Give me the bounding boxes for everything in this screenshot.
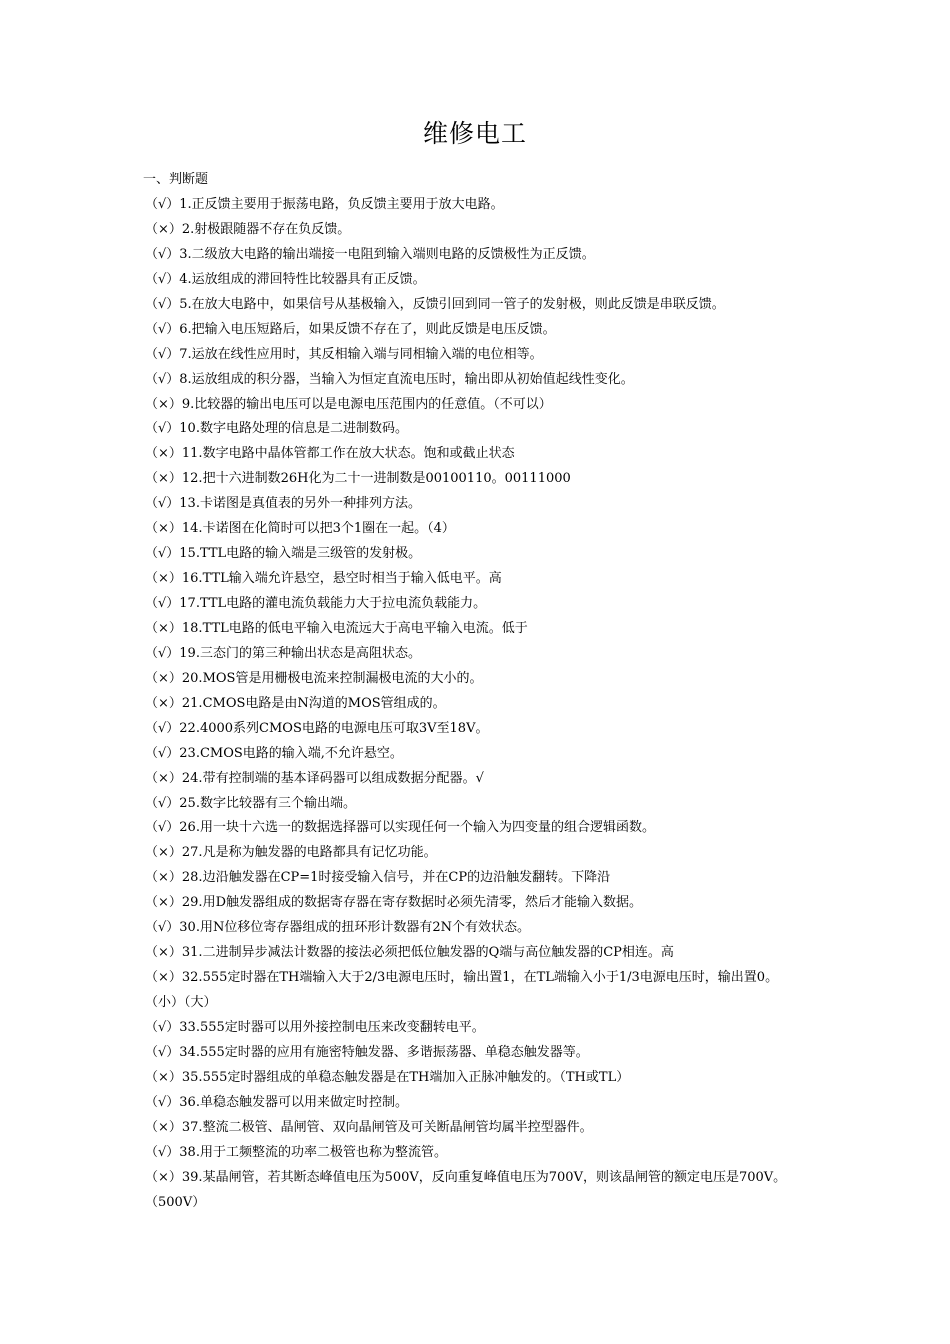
- question-item-29: （×）29.用D触发器组成的数据寄存器在寄存数据时必须先清零，然后才能输入数据。: [145, 895, 642, 911]
- question-item-22: （√）22.4000系列CMOS电路的电源电压可取3V至18V。: [145, 720, 489, 736]
- question-item-34: （√）34.555定时器的应用有施密特触发器、多谐振荡器、单稳态触发器等。: [145, 1044, 589, 1060]
- section-heading: 一、判断题: [143, 172, 209, 187]
- question-item-23: （√）23.CMOS电路的输入端,不允许悬空。: [145, 745, 403, 761]
- question-item-5: （√）5.在放大电路中，如果信号从基极输入，反馈引回到同一管子的发射极，则此反馈是串联反馈。: [145, 296, 725, 312]
- question-item-35: （×）35.555定时器组成的单稳态触发器是在TH端加入正脉冲触发的。（TH或TL）: [145, 1069, 630, 1085]
- document-title: 维修电工: [422, 119, 527, 148]
- question-item-38: （√）38.用于工频整流的功率二极管也称为整流管。: [145, 1144, 447, 1160]
- question-item-1: （√）1.正反馈主要用于振荡电路，负反馈主要用于放大电路。: [145, 197, 504, 212]
- question-item-8: （√）8.运放组成的积分器，当输入为恒定直流电压时，输出即从初始值起线性变化。: [145, 371, 634, 387]
- question-item-36: （√）36.单稳态触发器可以用来做定时控制。: [145, 1094, 408, 1110]
- question-item-13: （√）13.卡诺图是真值表的另外一种排列方法。: [145, 496, 421, 512]
- question-item-30: （√）30.用N位移位寄存器组成的扭环形计数器有2N个有效状态。: [145, 920, 530, 936]
- question-item-2: （×）2.射极跟随器不存在负反馈。: [145, 221, 351, 237]
- question-item-31: （×）31.二进制异步减法计数器的接法必须把低位触发器的Q端与高位触发器的CP相连。高: [145, 945, 674, 961]
- question-item-10: （√）10.数字电路处理的信息是二进制数码。: [145, 421, 408, 437]
- question-item-19: （√）19.三态门的第三种输出状态是高阻状态。: [145, 645, 421, 661]
- question-item-32-line1: （×）32.555定时器在TH端输入大于2/3电源电压时，输出置1，在TL端输入小于1/3电源电压时，输出置0。: [145, 970, 779, 986]
- question-item-33: （√）33.555定时器可以用外接控制电压来改变翻转电平。: [145, 1020, 485, 1035]
- question-item-9: （×）9.比较器的输出电压可以是电源电压范围内的任意值。（不可以）: [145, 396, 552, 412]
- question-item-14: （×）14.卡诺图在化简时可以把3个1圈在一起。（4）: [145, 521, 455, 537]
- question-item-32: [145, 968, 815, 1013]
- question-item-39-line2: （500V）: [145, 1194, 206, 1210]
- question-item-20: （×）20.MOS管是用栅极电流来控制漏极电流的大小的。: [145, 670, 483, 686]
- question-item-3: （√）3.二级放大电路的输出端接一电阻到输入端则电路的反馈极性为正反馈。: [145, 246, 595, 262]
- question-item-28: （×）28.边沿触发器在CP=1时接受输入信号，并在CP的边沿触发翻转。下降沿: [145, 870, 611, 886]
- question-item-18: （×）18.TTL电路的低电平输入电流远大于高电平输入电流。低于: [145, 620, 528, 636]
- question-item-21: （×）21.CMOS电路是由N沟道的MOS管组成的。: [145, 695, 446, 711]
- question-item-25: （√）25.数字比较器有三个输出端。: [145, 795, 356, 811]
- question-item-6: （√）6.把输入电压短路后，如果反馈不存在了，则此反馈是电压反馈。: [145, 321, 556, 337]
- question-item-15: （√）15.TTL电路的输入端是三级管的发射极。: [145, 546, 422, 562]
- question-item-39-line1: （×）39.某晶闸管，若其断态峰值电压为500V，反向重复峰值电压为700V，则该晶闸管的额定电压是700V。: [145, 1169, 787, 1185]
- question-item-4: （√）4.运放组成的滞回特性比较器具有正反馈。: [145, 271, 426, 287]
- question-item-32-line2: （小）（大）: [145, 995, 217, 1010]
- question-list: [145, 195, 815, 1218]
- question-item-12: （×）12.把十六进制数26H化为二十一进制数是00100110。00111000: [145, 471, 571, 487]
- question-item-27: （×）27.凡是称为触发器的电路都具有记忆功能。: [145, 845, 437, 861]
- question-item-39: [145, 1168, 815, 1213]
- question-item-11: （×）11.数字电路中晶体管都工作在放大状态。饱和或截止状态: [145, 446, 515, 462]
- question-item-17: （√）17.TTL电路的灌电流负载能力大于拉电流负载能力。: [145, 596, 487, 611]
- question-item-26: （√）26.用一块十六选一的数据选择器可以实现任何一个输入为四变量的组合逻辑函数。: [145, 820, 655, 836]
- question-item-37: （×）37.整流二极管、晶闸管、双向晶闸管及可关断晶闸管均属半控型器件。: [145, 1119, 593, 1135]
- question-item-16: （×）16.TTL输入端允许悬空，悬空时相当于输入低电平。高: [145, 571, 502, 587]
- question-item-24: （×）24.带有控制端的基本译码器可以组成数据分配器。√: [145, 770, 484, 786]
- question-item-7: （√）7.运放在线性应用时，其反相输入端与同相输入端的电位相等。: [145, 346, 543, 362]
